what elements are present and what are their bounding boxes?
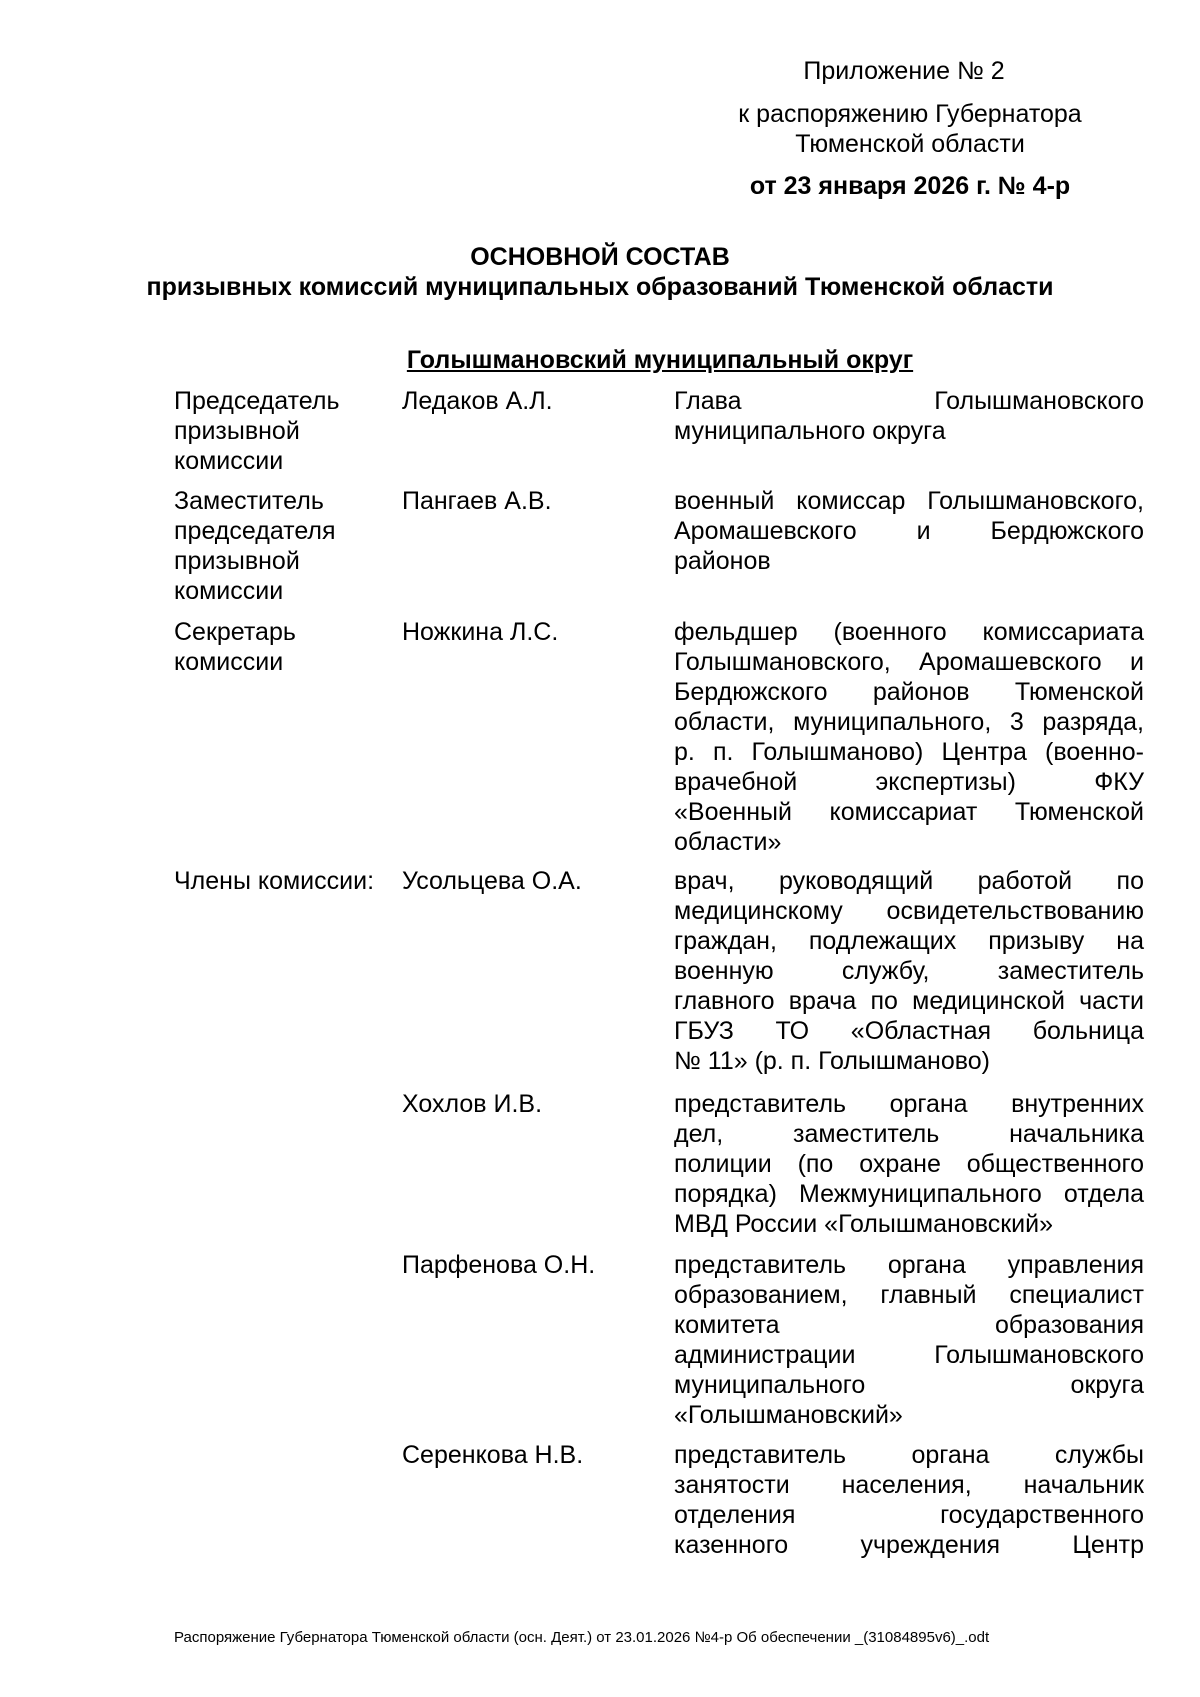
member-role (174, 386, 394, 476)
position-line: порядка) Межмуниципального отдела (674, 1180, 1144, 1208)
annex-order-ref-line1: к распоряжению Губернатора (738, 100, 1082, 128)
position-line: врач, руководящий работой по (674, 867, 1144, 895)
position-line: казенного учреждения Центр (674, 1531, 1144, 1559)
member-position (674, 1250, 1144, 1430)
member-position (674, 866, 1144, 1076)
role-line: призывной (174, 417, 300, 445)
position-line: граждан, подлежащих призыву на (674, 927, 1144, 955)
member-name: Парфенова О.Н. (402, 1251, 596, 1279)
annex-order-ref-line2: Тюменской области (795, 130, 1025, 158)
member-name: Ледаков А.Л. (402, 387, 553, 415)
position-line: № 11» (р. п. Голышманово) (674, 1047, 990, 1075)
document-title: ОСНОВНОЙ СОСТАВ (470, 243, 730, 271)
member-name: Усольцева О.А. (402, 867, 582, 895)
role-line: Заместитель (174, 487, 324, 515)
document-subtitle: призывных комиссий муниципальных образований Тюменской области (146, 273, 1054, 301)
annex-number: Приложение № 2 (803, 57, 1005, 85)
position-line: отделения государственного (674, 1501, 1144, 1529)
member-position (674, 1440, 1144, 1560)
role-line: комиссии (174, 447, 284, 475)
position-line: р. п. Голышманово) Центра (военно- (674, 738, 1144, 766)
position-line: районов (674, 547, 771, 575)
position-line: ГБУЗ ТО «Областная больница (674, 1017, 1144, 1045)
district-heading: Голышмановский муниципальный округ (406, 346, 914, 374)
position-line: военный комиссар Голышмановского, (674, 487, 1144, 515)
member-position (674, 486, 1144, 576)
position-line: Голышмановского, Аромашевского и (674, 648, 1144, 676)
position-line: главного врача по медицинской части (674, 987, 1144, 1015)
annex-date-number: от 23 января 2026 г. № 4-р (749, 172, 1071, 200)
position-line: Аромашевского и Бердюжского (674, 517, 1144, 545)
position-line: представитель органа управления (674, 1251, 1144, 1279)
role-line: комиссии (174, 648, 284, 676)
position-line: фельдшер (военного комиссариата (674, 618, 1144, 646)
position-line: полиции (по охране общественного (674, 1150, 1144, 1178)
member-name: Пангаев А.В. (402, 487, 552, 515)
position-line: представитель органа службы (674, 1441, 1144, 1469)
position-line: администрации Голышмановского (674, 1341, 1144, 1369)
position-line: занятости населения, начальник (674, 1471, 1144, 1499)
position-line: области, муниципального, 3 разряда, (674, 708, 1144, 736)
role-line: председателя (174, 517, 336, 545)
member-name: Серенкова Н.В. (402, 1441, 584, 1469)
document-footer: Распоряжение Губернатора Тюменской области (осн. Деят.) от 23.01.2026 №4-р Об обеспечении _(31084895v6)_.odt (174, 1629, 990, 1646)
member-position (674, 617, 1144, 857)
position-line: военную службу, заместитель (674, 957, 1144, 985)
member-name: Хохлов И.В. (402, 1090, 543, 1118)
role-line: призывной (174, 547, 300, 575)
position-line: Бердюжского районов Тюменской (674, 678, 1144, 706)
position-line: врачебной экспертизы) ФКУ (674, 768, 1144, 796)
position-line: дел, заместитель начальника (674, 1120, 1144, 1148)
position-line: «Голышмановский» (674, 1401, 903, 1429)
position-line: представитель органа внутренних (674, 1090, 1144, 1118)
member-role (174, 866, 394, 896)
position-line: МВД России «Голышмановский» (674, 1210, 1053, 1238)
position-line: комитета образования (674, 1311, 1144, 1339)
member-position (674, 1089, 1144, 1239)
role-line: Председатель (174, 387, 340, 415)
role-line: Секретарь (174, 618, 296, 646)
position-line: Глава Голышмановского (674, 387, 1144, 415)
position-line: образованием, главный специалист (674, 1281, 1144, 1309)
position-line: «Военный комиссариат Тюменской (674, 798, 1144, 826)
role-line: Члены комиссии: (174, 867, 375, 895)
member-position (674, 386, 1144, 446)
position-line: области» (674, 828, 782, 856)
position-line: муниципального округа (674, 1371, 1144, 1399)
role-line: комиссии (174, 577, 284, 605)
position-line: медицинскому освидетельствованию (674, 897, 1144, 925)
member-role (174, 617, 394, 677)
position-line: муниципального округа (674, 417, 946, 445)
member-role (174, 486, 394, 606)
member-name: Ножкина Л.С. (402, 618, 559, 646)
